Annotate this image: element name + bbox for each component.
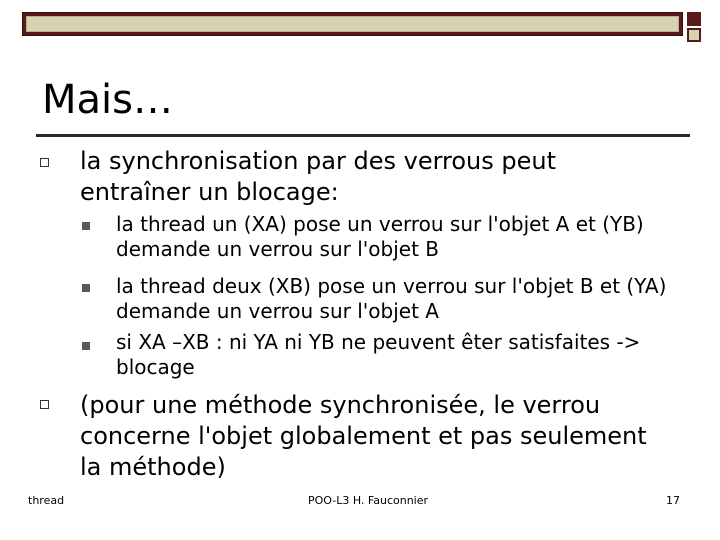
slide-title: Mais…	[42, 77, 173, 123]
sub-bullet-text: si XA –XB : ni YA ni YB ne peuvent êter satisfaites -> blocage	[116, 330, 641, 379]
footer-author: POO-L3 H. Fauconnier	[308, 494, 429, 507]
corner-square-filled	[687, 12, 701, 26]
sub-bullet-text: la thread un (XA) pose un verrou sur l'objet A et (YB) demande un verrou sur l'objet B	[116, 212, 644, 261]
filled-square-bullet-icon	[82, 222, 90, 230]
hollow-square-bullet-icon	[40, 400, 49, 409]
filled-square-bullet-icon	[82, 284, 90, 292]
hollow-square-bullet-icon	[40, 158, 49, 167]
footer-topic: thread	[28, 494, 65, 507]
filled-square-bullet-icon	[82, 342, 90, 350]
corner-square-outline	[687, 28, 701, 42]
header-bar	[22, 12, 683, 36]
title-divider	[36, 134, 690, 137]
sub-bullet-text: la thread deux (XB) pose un verrou sur l'objet B et (YA) demande un verrou sur l'objet A	[116, 274, 667, 323]
page-number: 17	[666, 494, 680, 507]
bullet-text: la synchronisation par des verrous peut entraîner un blocage:	[80, 147, 557, 206]
bullet-text: (pour une méthode synchronisée, le verrou concerne l'objet globalement et pas seulement la méthode)	[80, 391, 647, 481]
header-bar-inner	[26, 16, 679, 32]
